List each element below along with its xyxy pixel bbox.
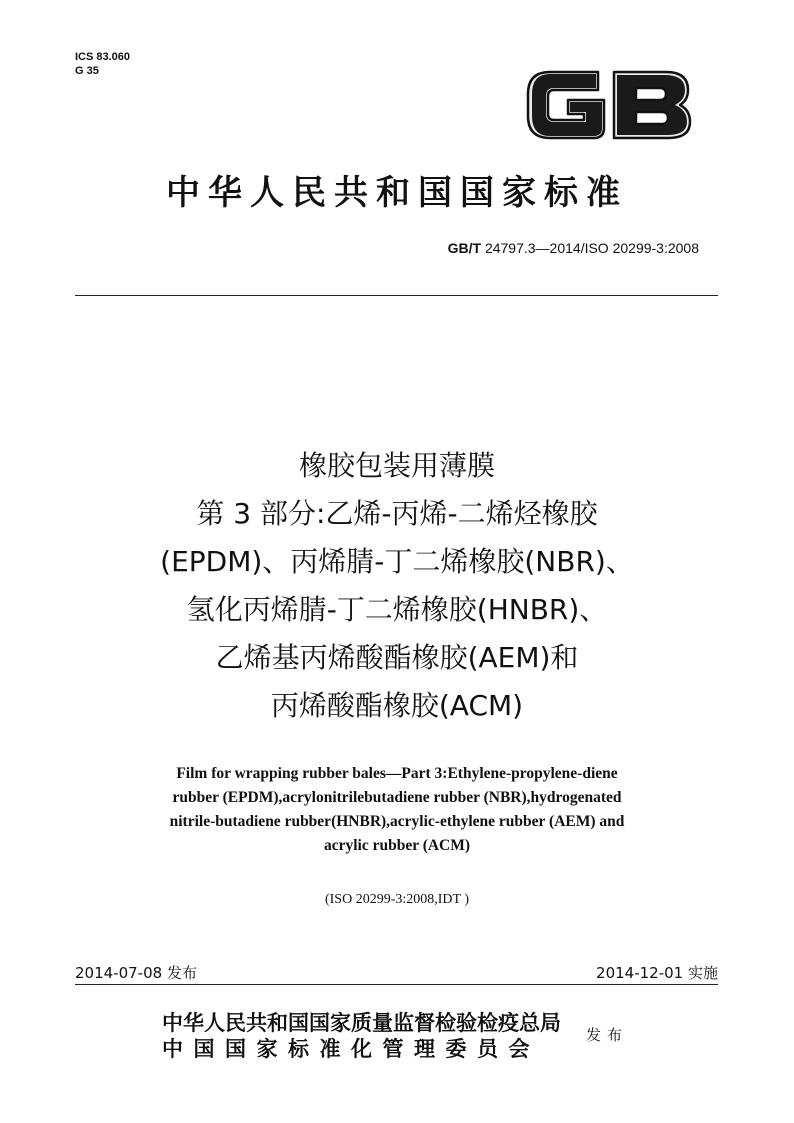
gb-logo-text: GB	[520, 60, 522, 61]
cn-title-line-4: 氢化丙烯腈-丁二烯橡胶(HNBR)、	[186, 593, 608, 626]
standard-number	[448, 240, 699, 256]
ics-code: ICS 83.060	[75, 51, 131, 63]
publish-date: 2014-07-08 发布	[75, 964, 197, 982]
en-title-line-1: Film for wrapping rubber bales—Part 3:Ethylene-propylene-diene	[176, 765, 618, 782]
implementation-date: 2014-12-01 实施	[596, 964, 718, 982]
issuing-authorities	[162, 1010, 561, 1062]
standard-code: 24797.3—2014/ISO 20299-3:2008	[484, 240, 699, 256]
cn-title-line-1: 橡胶包装用薄膜	[298, 449, 495, 482]
national-standard-header: 中华人民共和国国家标准	[166, 173, 628, 213]
gb-logo	[520, 60, 695, 148]
cn-title-line-3: (EPDM)、丙烯腈-丁二烯橡胶(NBR)、	[160, 545, 634, 578]
cn-title-line-6: 丙烯酸酯橡胶(ACM)	[270, 689, 524, 722]
bottom-divider	[75, 984, 718, 985]
issuer-sac: 中国国家标准化管理委员会	[162, 1037, 540, 1061]
cn-title-line-2: 第 3 部分:乙烯-丙烯-二烯烃橡胶	[196, 497, 598, 530]
chinese-title	[0, 442, 794, 730]
top-divider	[75, 295, 718, 296]
en-title-line-2: rubber (EPDM),acrylonitrilebutadiene rubber (NBR),hydrogenated	[172, 789, 622, 806]
en-title-line-3: nitrile-butadiene rubber(HNBR),acrylic-ethylene rubber (AEM) and	[169, 813, 625, 830]
standard-code-prefix: GB/T	[447, 240, 482, 256]
issue-label: 发布	[586, 1026, 629, 1044]
cn-title-line-5: 乙烯基丙烯酸酯橡胶(AEM)和	[215, 641, 579, 674]
iso-equivalence-reference: (ISO 20299-3:2008,IDT )	[324, 892, 469, 907]
english-title	[0, 762, 794, 858]
en-title-line-4: acrylic rubber (ACM)	[323, 837, 471, 854]
issuer-aqsiq: 中华人民共和国国家质量监督检验检疫总局	[162, 1011, 561, 1035]
classification-codes	[75, 50, 130, 78]
ccs-code: G 35	[75, 65, 99, 77]
